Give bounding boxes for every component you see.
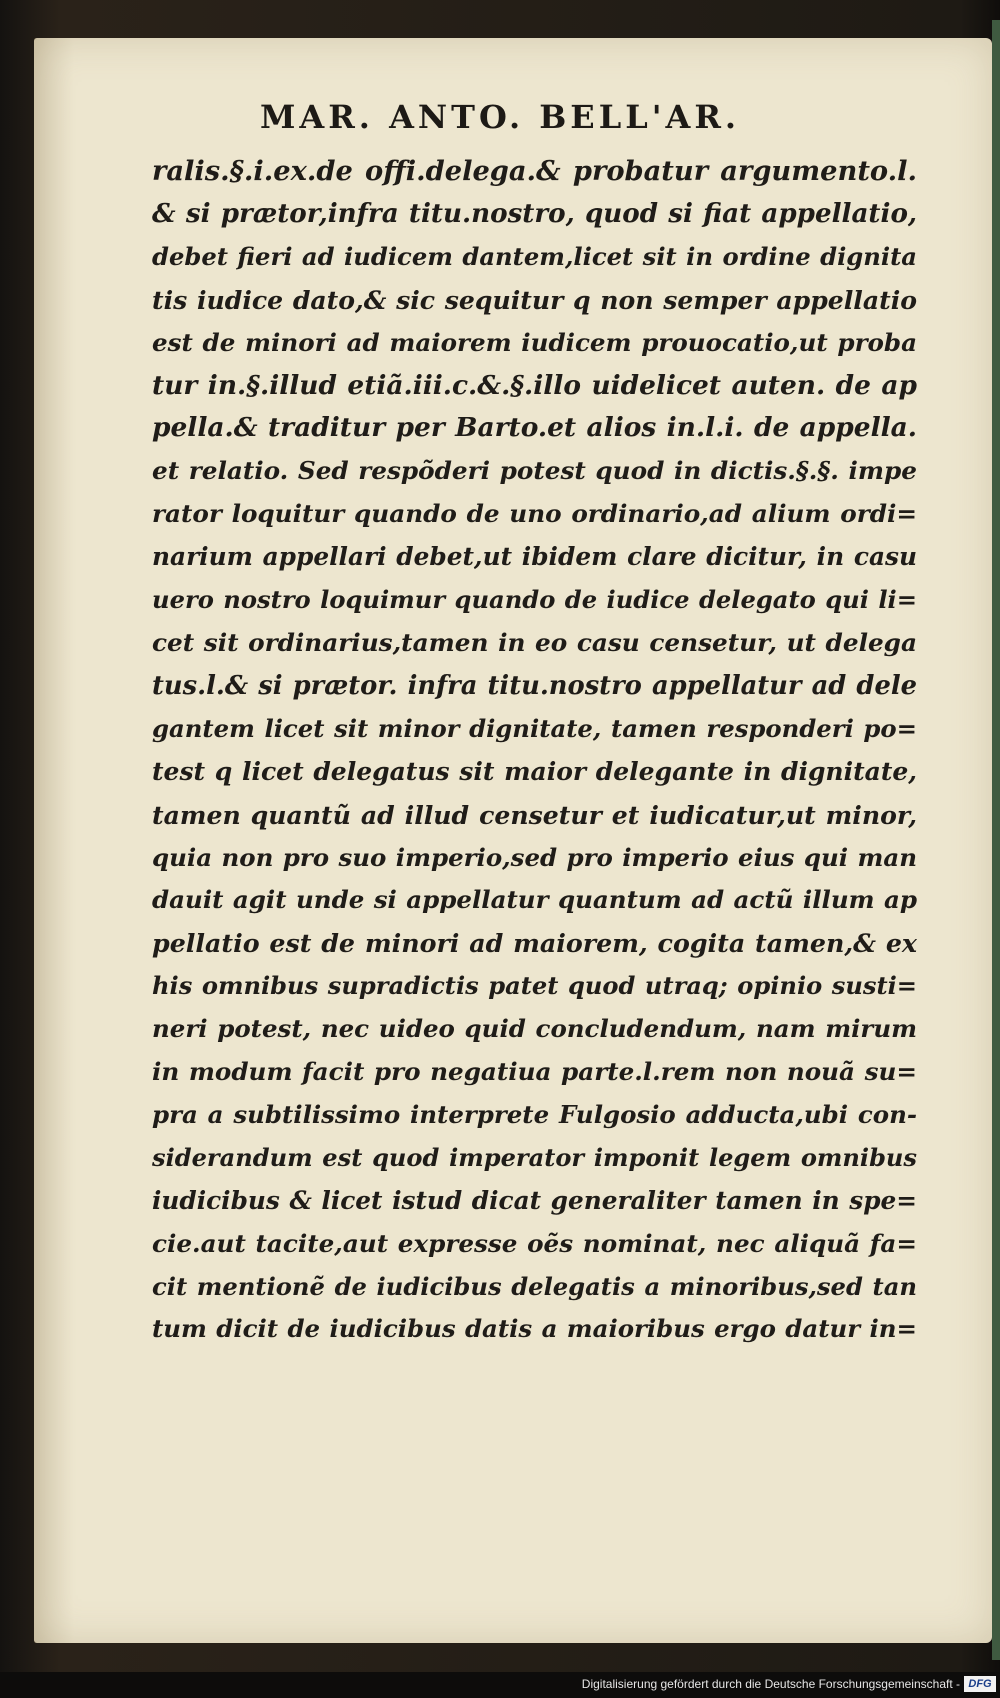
text-line: siderandum est quod imperator imponit legem omnibus — [152, 1142, 917, 1172]
text-line: rator loquitur quando de uno ordinario,ad alium ordi= — [152, 499, 917, 529]
text-line: tum dicit de iudicibus datis a maioribus ergo datur in= — [152, 1314, 917, 1344]
text-line: dauit agit unde si appellatur quantum ad actũ illum ap — [152, 885, 917, 915]
text-line: ralis.§.i.ex.de offi.delega.& probatur argumento.l. — [152, 155, 917, 187]
text-line: est de minori ad maiorem iudicem prouocatio,ut proba — [152, 327, 917, 357]
text-line: et relatio. Sed respõderi potest quod in dictis.§.§. impe — [152, 456, 917, 486]
text-line: tur in.§.illud etiã.iii.c.&.§.illo uidelicet auten. de ap — [152, 369, 917, 401]
text-line: cit mentionẽ de iudicibus delegatis a minoribus,sed tan — [152, 1271, 917, 1301]
footer-credit: Digitalisierung gefördert durch die Deutsche Forschungsgemeinschaft - — [581, 1677, 960, 1691]
text-line: iudicibus & licet istud dicat generaliter tamen in spe= — [152, 1185, 917, 1215]
text-line: pra a subtilissimo interprete Fulgosio adducta,ubi con- — [152, 1099, 917, 1129]
text-line: narium appellari debet,ut ibidem clare dicitur, in casu — [152, 542, 917, 572]
text-line: in modum facit pro negatiua parte.l.rem non nouã su= — [152, 1057, 917, 1087]
text-line: pellatio est de minori ad maiorem, cogita tamen,& ex — [152, 928, 917, 959]
text-line: test q licet delegatus sit maior delegante in dignitate, — [152, 756, 917, 786]
dfg-logo-icon: DFG — [964, 1676, 996, 1692]
book-edge — [992, 20, 1000, 1660]
running-head: MAR. ANTO. BELL'AR. — [259, 98, 741, 136]
text-line: uero nostro loquimur quando de iudice delegato qui li= — [152, 585, 917, 615]
text-line: tamen quantũ ad illud censetur et iudicatur,ut minor, — [152, 799, 917, 830]
text-line: debet fieri ad iudicem dantem,licet sit in ordine dignita — [152, 241, 917, 271]
body-text — [152, 150, 917, 1351]
text-line: tis iudice dato,& sic sequitur q non semper appellatio — [152, 284, 917, 315]
text-line: cet sit ordinarius,tamen in eo casu censetur, ut delega — [152, 627, 917, 657]
text-line: gantem licet sit minor dignitate, tamen responderi po= — [152, 713, 917, 743]
text-line: cie.aut tacite,aut expresse oẽs nominat, nec aliquã fa= — [152, 1228, 917, 1258]
text-line: & si prætor,infra titu.nostro, quod si fiat appellatio, — [152, 197, 917, 229]
text-line: his omnibus supradictis patet quod utraq; opinio susti= — [152, 971, 917, 1001]
text-line: quia non pro suo imperio,sed pro imperio eius qui man — [152, 842, 917, 872]
text-line: tus.l.& si prætor. infra titu.nostro appellatur ad dele — [152, 670, 917, 701]
text-line: neri potest, nec uideo quid concludendum, nam mirum — [152, 1014, 917, 1044]
text-line: pella.& traditur per Barto.et alios in.l.i. de appella. — [152, 412, 917, 444]
